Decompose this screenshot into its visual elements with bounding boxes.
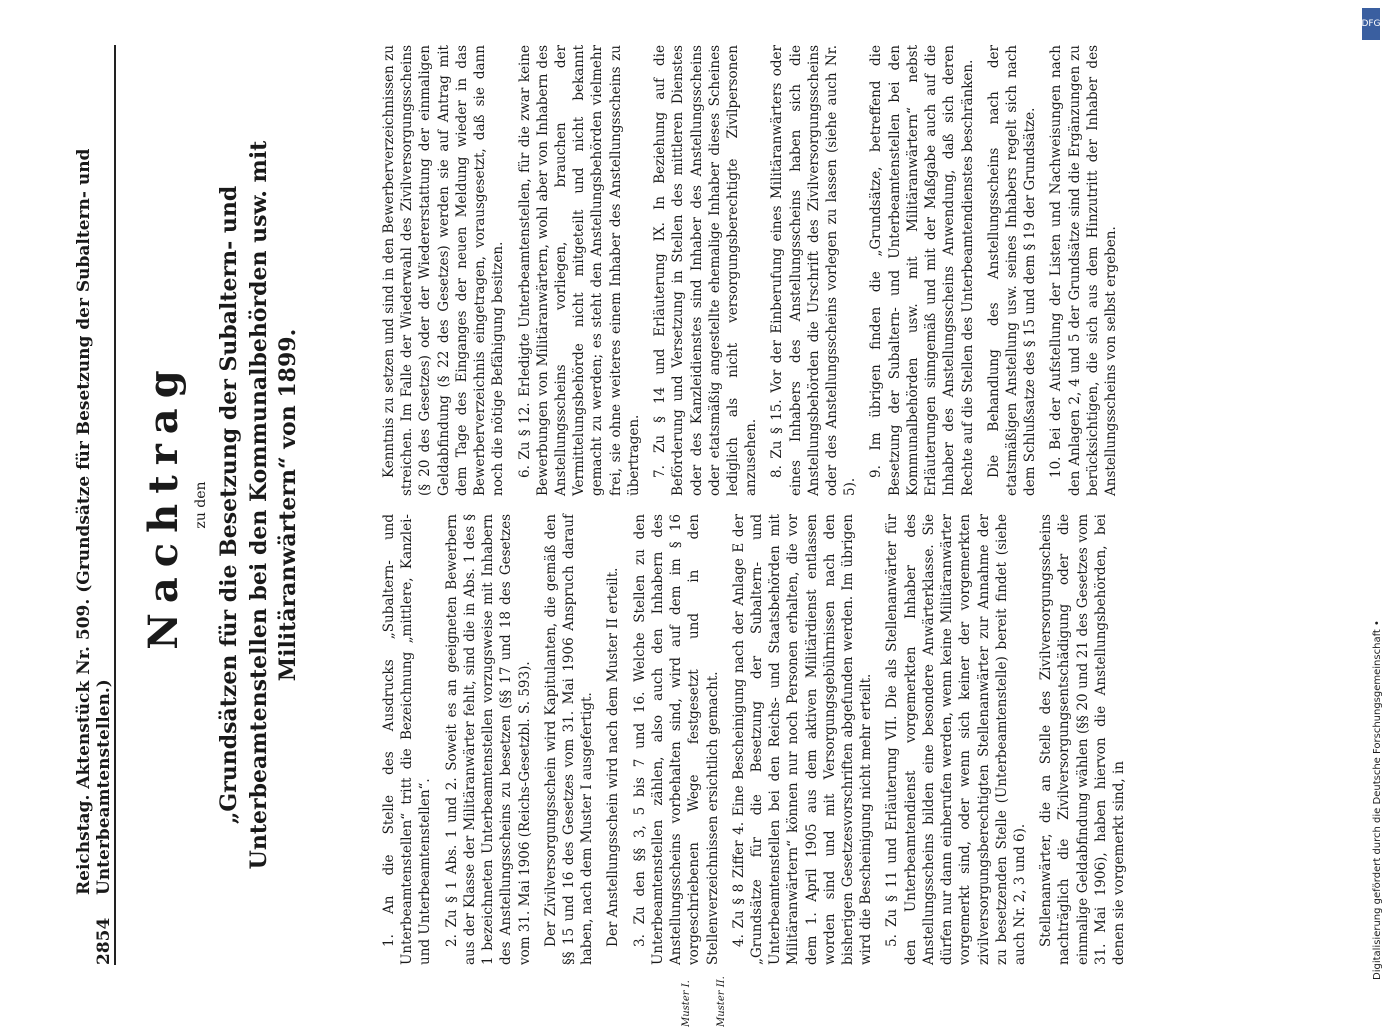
document-subtitle: „Grundsätzen für die Besetzung der Subaltern- und Unterbeamtenstellen bei den Kommunalbehörden usw. mit Militäranwärtern“ von 1899. (216, 140, 302, 870)
rotated-content (74, 45, 1370, 1027)
paragraph: 9. Im übrigen finden die „Grundsätze, betreffend die Besetzung der Subaltern- und Unterbeamtenstellen bei den Kommunalbehörden usw. mit Militäranwärtern“ nebst Erläuterungen sinngemäß und mit der Maßgabe auch auf die Inhaber des Anstellungsscheins Anwendung, daß sich deren Rechte auf die Stellen des Unterbeamtendienstes beschränken. (868, 45, 976, 496)
paragraph: Die Behandlung des Anstellungsscheins nach der etatsmäßigen Anstellung usw. seines Inhabers regelt sich nach dem Schlußsatze des § 15 und dem § 19 der Grundsätze. (985, 45, 1039, 496)
paragraph: 7. Zu § 14 und Erläuterung IX. In Beziehung auf die Beförderung und Versetzung in Stellen des mittleren Dienstes oder des Kanzleidienstes sind Inhaber des Anstellungsscheins oder etatsmäßig angestellte ehemalige Inhaber dieses Scheines lediglich als nicht versorgungsberechtigte Zivilpersonen anzusehen. (652, 45, 760, 496)
header-title: Reichstag. Aktenstück Nr. 509. (Grundsätze für Besetzung der Subaltern- und Unterbeamtenstellen.) (74, 148, 114, 895)
paragraph: 4. Zu § 8 Ziffer 4. Eine Bescheinigung nach der Anlage E der „Grundsätze für die Besetzung der Subaltern- und Unterbeamtenstellen bei den Reichs- und Staatsbehörden mit Militäranwärtern“ können nur noch Personen erhalten, die vor dem 1. April 1905 aus dem aktiven Militärdienst entlassen worden sind und mit Versorgungsgebührnissen nach den bisherigen Gesetzesvorschriften abgefunden werden. Im übrigen wird die Bescheinigung nicht mehr erteilt. (730, 514, 875, 965)
paragraph: 2. Zu § 1 Abs. 1 und 2. Soweit es an geeigneten Bewerbern aus der Klasse der Militäranwärter fehlt, sind die in Abs. 1 des § 1 bezeichneten Unterbeamtenstellen vorzugsweise mit Inhabern des Anstellungsscheins zu besetzen (§§ 17 und 18 des Gesetzes vom 31. Mai 1906 (Reichs-Gesetzbl. S. 593). (443, 514, 533, 965)
paragraph: 3. Zu den §§ 3, 5 bis 7 und 16. Welche Stellen zu den Unterbeamtenstellen zählen, also auch den Inhabern des Anstellungsscheins vorbehalten sind, wird auf dem im § 16 vorgeschriebenen Wege festgesetzt und in den Stellenverzeichnissen ersichtlich gemacht. (631, 514, 721, 965)
paragraph: Kenntnis zu setzen und sind in den Bewerberverzeichnissen zu streichen. Im Falle der Wiederwahl des Zivilversorgungsscheins (§ 20 des Gesetzes) oder der Wiedererstattung der einmaligen Geldabfindung (§ 22 des Gesetzes) werden sie auf Antrag mit dem Tage des Einganges der neuen Meldung wieder in das Bewerberverzeichnis eingetragen, vorausgesetzt, daß sie dann noch die nötige Befähigung besitzen. (381, 45, 507, 496)
paragraph: 5. Zu § 11 und Erläuterung VII. Die als Stellenanwärter für den Unterbeamtendienst vorgemerkten Inhaber des Anstellungsscheins bilden eine besondere Anwärterklasse. Sie dürfen nur dann einberufen werden, wenn keine Militäranwärter vorgemerkt sind, oder wenn sich keiner der vorgemerkten zivilversorgungsberechtigten Stellenanwärter zur Annahme der zu besetzenden Stelle (Unterbeamtenstelle) bereit findet (siehe auch Nr. 2, 3 und 6). (884, 514, 1028, 965)
paragraph: Stellenanwärter, die an Stelle des Zivilversorgungsscheins nachträglich die Zivilversorgungsentschädigung oder die einmalige Geldabfindung wählen (§§ 20 und 21 des Gesetzes vom 31. Mai 1906), haben hiervon die Anstellungsbehörden, bei denen sie vorgemerkt sind, in (1038, 514, 1128, 965)
paragraph: 10. Bei der Aufstellung der Listen und Nachweisungen nach den Anlagen 2, 4 und 5 der Grundsätze sind die Ergänzungen zu berücksichtigen, die sich aus dem Hinzutritt der Inhaber des Anstellungsscheins von selbst ergeben. (1048, 45, 1120, 496)
running-header (74, 45, 116, 965)
paragraph: 6. Zu § 12. Erledigte Unterbeamtenstellen, für die zwar keine Bewerbungen von Militäranwärtern, wohl aber von Inhabern des Anstellungsscheins vorliegen, brauchen der Vermittelungsbehörde nicht mitgeteilt und nicht bekannt gemacht zu werden; es steht den Anstellungsbehörden vielmehr frei, sie ohne weiteres einem Inhaber des Anstellungsscheins zu übertragen. (516, 45, 642, 496)
paragraph: Der Anstellungsschein wird nach dem Muster II erteilt. (605, 567, 622, 947)
left-column (380, 514, 1160, 1027)
paragraph: Der Zivilversorgungsschein wird Kapitulanten, die gemäß den §§ 15 und 16 des Gesetzes vom 31. Mai 1906 Anspruch darauf haben, nach dem Muster I ausgefertigt. (542, 514, 596, 965)
paragraph: 8. Zu § 15. Vor der Einberufung eines Militäranwärters oder eines Inhabers des Anstellungsscheins haben sich die Anstellungsbehörden die Urschrift des Zivilversorgungsscheins oder des Anstellungsscheins vorlegen zu lassen (siehe auch Nr. 5). (769, 45, 859, 496)
title-block (140, 45, 304, 965)
margin-note-muster-1: Muster I. (681, 980, 692, 1027)
margin-note-muster-2: Muster II. (716, 976, 727, 1027)
document-title: Nachtrag (140, 360, 187, 650)
paragraph: 1. An die Stelle des Ausdrucks „Subaltern- und Unterbeamtenstellen“ tritt die Bezeichnung „mittlere, Kanzlei- und Unterbeamtenstellen“. (381, 514, 434, 965)
title-connector: zu den (193, 481, 209, 529)
right-column (380, 45, 1160, 496)
digitization-note: Digitalisierung gefördert durch die Deutsche Forschungsgemeinschaft • (1372, 620, 1383, 980)
page-number: 2854 (94, 917, 114, 965)
dfg-logo: DFG (1362, 8, 1380, 40)
text-columns (380, 45, 1160, 1027)
